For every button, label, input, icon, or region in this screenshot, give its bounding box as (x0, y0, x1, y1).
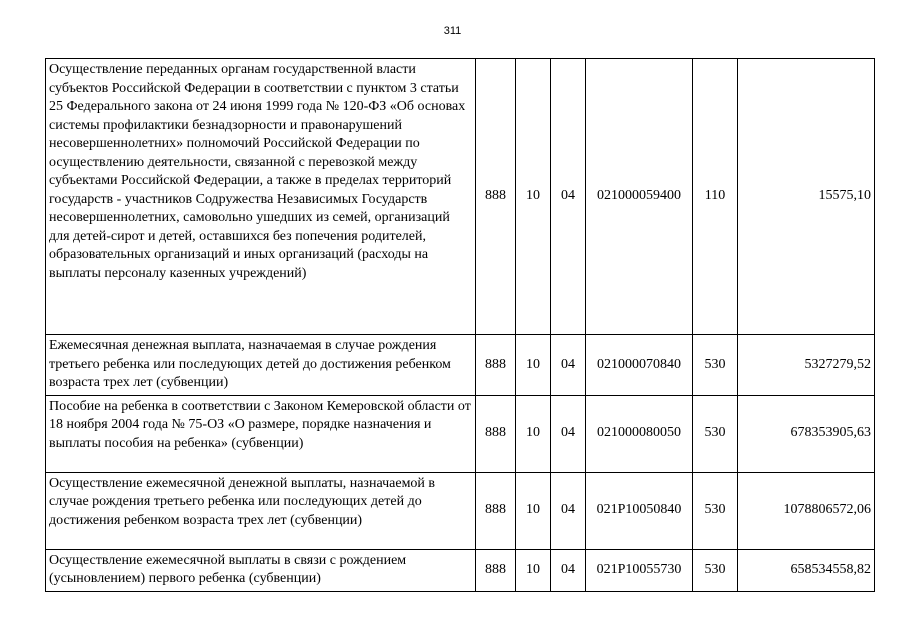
expense-type-code: 530 (693, 549, 738, 591)
target-article-code: 021000070840 (586, 335, 693, 396)
ministry-code: 888 (476, 395, 516, 472)
row-description: Осуществление переданных органам государственной власти субъектов Российской Федерации в соответствии с пунктом 3 статьи 25 Федерального закона от 24 июня 1999 года № 120-ФЗ «Об основах системы профилактики безнадзорности и правонарушений несовершеннолетних» полномочий Российской Федерации по осуществлению деятельности, связанной с перевозкой между субъектами Российской Федерации, а также в пределах территорий государств - участников Содружества Независимых Государств несовершеннолетних, самовольно ушедших из семей, организаций для детей-сирот и детей, оставшихся без попечения родителей, образовательных организаций и иных организаций (расходы на выплаты персоналу казенных учреждений) (46, 59, 476, 335)
expense-type-code: 530 (693, 472, 738, 549)
section-code: 10 (516, 472, 551, 549)
target-article-code: 021Р10050840 (586, 472, 693, 549)
row-description: Ежемесячная денежная выплата, назначаемая в случае рождения третьего ребенка или последующих детей до достижения ребенком возраста трех лет (субвенции) (46, 335, 476, 396)
row-description: Осуществление ежемесячной денежной выплаты, назначаемой в случае рождения третьего ребенка или последующих детей до достижения ребенком возраста трех лет (субвенции) (46, 472, 476, 549)
table-row (46, 395, 875, 472)
subsection-code: 04 (551, 59, 586, 335)
amount: 15575,10 (738, 59, 875, 335)
section-code: 10 (516, 335, 551, 396)
table-row (46, 59, 875, 335)
budget-table (45, 58, 875, 592)
amount: 5327279,52 (738, 335, 875, 396)
row-description: Осуществление ежемесячной выплаты в связи с рождением (усыновлением) первого ребенка (субвенции) (46, 549, 476, 591)
amount: 1078806572,06 (738, 472, 875, 549)
table-row (46, 549, 875, 591)
target-article-code: 021Р10055730 (586, 549, 693, 591)
amount: 658534558,82 (738, 549, 875, 591)
ministry-code: 888 (476, 59, 516, 335)
subsection-code: 04 (551, 395, 586, 472)
section-code: 10 (516, 549, 551, 591)
ministry-code: 888 (476, 472, 516, 549)
page-number: 311 (443, 25, 462, 37)
ministry-code: 888 (476, 335, 516, 396)
expense-type-code: 530 (693, 335, 738, 396)
table-row (46, 335, 875, 396)
table-row (46, 472, 875, 549)
section-code: 10 (516, 395, 551, 472)
target-article-code: 021000059400 (586, 59, 693, 335)
row-description: Пособие на ребенка в соответствии с Законом Кемеровской области от 18 ноября 2004 года № 75-ОЗ «О размере, порядке назначения и выплаты пособия на ребенка» (субвенции) (46, 395, 476, 472)
expense-type-code: 530 (693, 395, 738, 472)
amount: 678353905,63 (738, 395, 875, 472)
subsection-code: 04 (551, 549, 586, 591)
subsection-code: 04 (551, 335, 586, 396)
expense-type-code: 110 (693, 59, 738, 335)
subsection-code: 04 (551, 472, 586, 549)
section-code: 10 (516, 59, 551, 335)
target-article-code: 021000080050 (586, 395, 693, 472)
ministry-code: 888 (476, 549, 516, 591)
